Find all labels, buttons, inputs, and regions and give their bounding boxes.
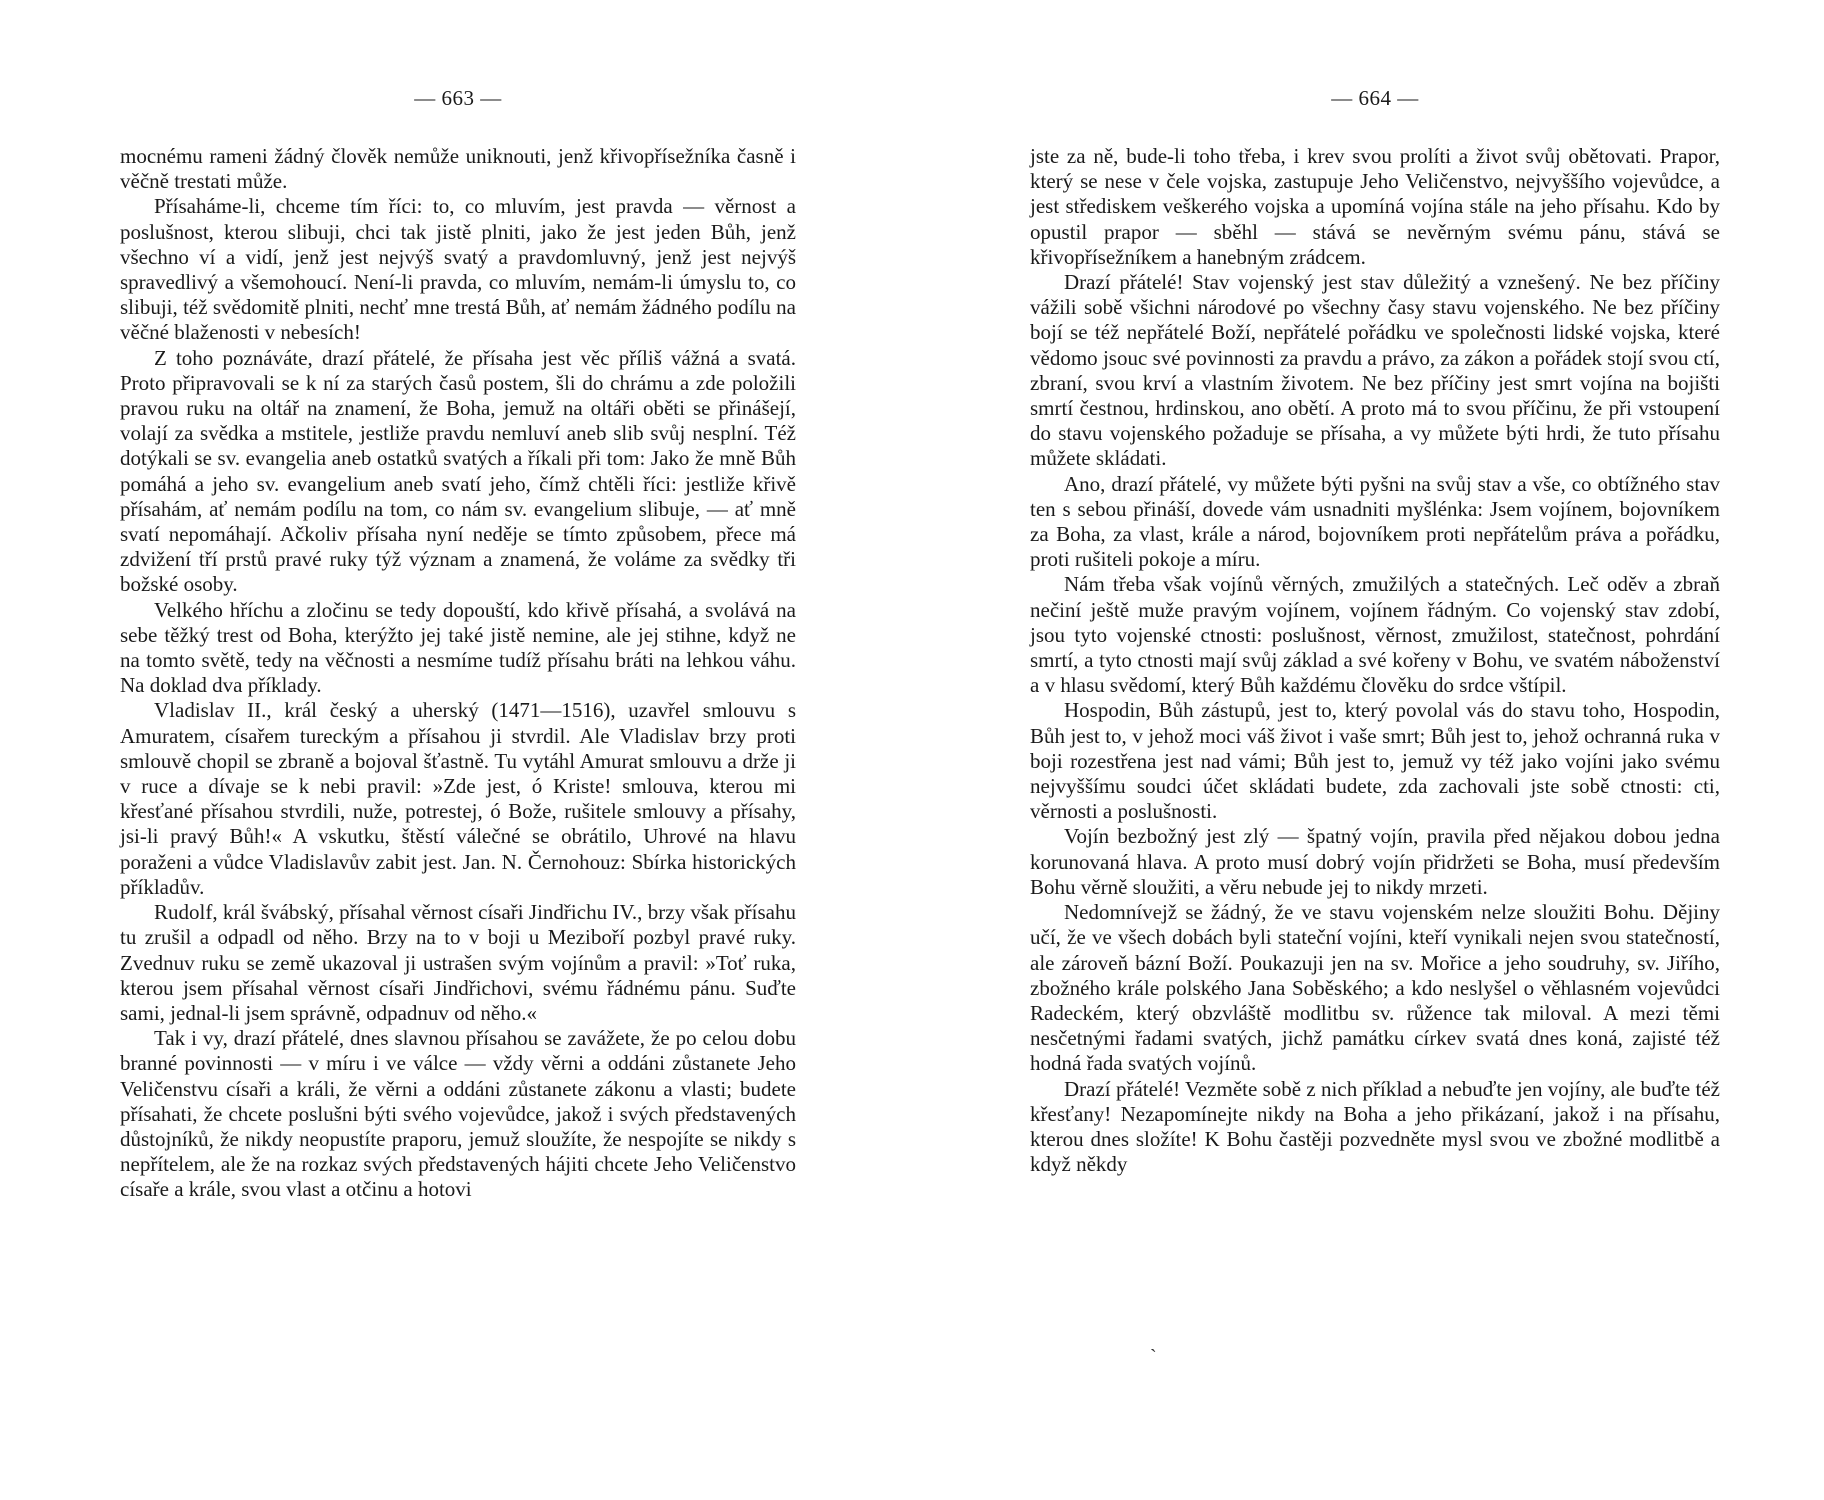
paragraph: Z toho poznáváte, drazí přátelé, že přísaha jest věc příliš vážná a svatá. Proto připravovali se k ní za starých časů postem, šli do chrámu a zde položili pravou ruku na oltář na znamení, že Boha, jemuž na oltáři oběti se přinášejí, volají za svědka a mstitele, jestliže pravdu nemluví aneb slib svůj nesplní. Též dotýkali se sv. evangelia aneb ostatků svatých a říkali při tom: Jako že mně Bůh pomáhá a jeho sv. evangelium aneb svatí jeho, čímž chtěli říci: jestliže křivě přísahám, ať nemám podílu na tom, co nám sv. evangelium slibuje, — ať mně svatí nepomáhají. Ačkoliv přísaha nyní neděje se tímto způsobem, přece má zdvižení tří prstů pravé ruky týž význam a znamená, že voláme za svědky tři božské osoby. xyxy=(120,345,796,597)
page-number-left: — 663 — xyxy=(414,86,502,110)
page-body-left xyxy=(120,144,796,1203)
right-page xyxy=(1030,0,1720,1500)
paragraph: Drazí přátelé! Stav vojenský jest stav důležitý a vznešený. Ne bez příčiny vážili sobě všichni národové po všechny časy stavu vojenského. Ne bez příčiny bojí se též nepřátelé Boží, nepřátelé pořádku ve společnosti lidské vojska, které vědomo jsouc své povinnosti za pravdu a právo, za zákon a pořádek stojí svou ctí, zbraní, svou krví a vlastním životem. Ne bez příčiny jest smrt vojína na bojišti smrtí čestnou, hrdinskou, ano obětí. A proto má to svou příčinu, že při vstoupení do stavu vojenského požaduje se přísaha, a vy můžete býti hrdi, že tuto přísahu můžete skládati. xyxy=(1030,270,1720,471)
paragraph: Velkého hříchu a zločinu se tedy dopouští, kdo křivě přísahá, a svolává na sebe těžký trest od Boha, kterýžto jej také jistě nemine, ale jej stihne, když ne na tomto světě, tedy na věčnosti a nesmíme tudíž přísahu bráti na lehkou váhu. Na doklad dva příklady. xyxy=(120,597,796,698)
stray-ink-mark: ` xyxy=(1150,1346,1157,1368)
paragraph: Tak i vy, drazí přátelé, dnes slavnou přísahou se zavážete, že po celou dobu branné povinnosti — v míru i ve válce — vždy věrni a oddáni zůstanete Jeho Veličenstvu císaři a králi, že věrni a oddáni zůstanete zákonu a vlasti; budete přísahati, že chcete poslušni býti svého vojevůdce, jakož i svých představených důstojníků, že nikdy neopustíte praporu, jemuž sloužíte, že nespojíte se nikdy s nepřítelem, ale že na rozkaz svých představených hájiti chcete Jeho Veličenstvo císaře a krále, svou vlast a otčinu a hotovi xyxy=(120,1026,796,1202)
paragraph: Vladislav II., král český a uherský (1471—1516), uzavřel smlouvu s Amuratem, císařem tureckým a přísahou ji stvrdil. Ale Vladislav brzy proti smlouvě chopil se zbraně a bojoval šťastně. Tu vytáhl Amurat smlouvu a drže ji v ruce a dívaje se k nebi pravil: »Zde jest, ó Kriste! smlouva, kterou mi křesťané přísahou stvrdili, nuže, potrestej, ó Bože, rušitele smlouvy a přísahy, jsi-li pravý Bůh!« A vskutku, štěstí válečné se obrátilo, Uhrové na hlavu poraženi a vůdce Vladislavův zabit jest. Jan. N. Černohouz: Sbírka historických příkladův. xyxy=(120,698,796,899)
paragraph: Nám třeba však vojínů věrných, zmužilých a statečných. Leč oděv a zbraň nečiní ještě muže pravým vojínem, vojínem řádným. Co vojenský stav zdobí, jsou tyto vojenské ctnosti: poslušnost, věrnost, zmužilost, statečnost, pohrdání smrtí, a tyto ctnosti mají svůj základ a své kořeny v Bohu, ve svatém náboženství a v hlasu svědomí, který Bůh každému člověku do srdce vštípil. xyxy=(1030,572,1720,698)
paragraph: Rudolf, král švábský, přísahal věrnost císaři Jindřichu IV., brzy však přísahu tu zrušil a odpadl od něho. Brzy na to v boji u Meziboří pozbyl pravé ruky. Zvednuv ruku se země ukazoval ji ustrašen svým vojínům a pravil: »Toť ruka, kterou jsem přísahal věrnost císaři Jindřichovi, svému řádnému pánu. Suďte sami, jednal-li jsem správně, odpadnuv od něho.« xyxy=(120,900,796,1025)
paragraph: Nedomnívejž se žádný, že ve stavu vojenském nelze sloužiti Bohu. Dějiny učí, že ve všech dobách byli stateční vojíni, kteří vynikali nejen svou statečností, ale zároveň bázní Boží. Poukazuji jen na sv. Mořice a jeho soudruhy, sv. Jiřího, zbožného krále polského Jana Soběského; a kdo neslyšel o věhlasném vojevůdci Radeckém, který obzvláště modlitbu sv. růžence tak miloval. A mezi těmi nesčetnými řadami svatých, jichž památku církev svatá dnes koná, zajisté též hodná řada svatých vojínů. xyxy=(1030,900,1720,1076)
paragraph: jste za ně, bude-li toho třeba, i krev svou prolíti a život svůj obětovati. Prapor, který se nese v čele vojska, zastupuje Jeho Veličenstvo, nejvyššího vojevůdce, a jest střediskem veškerého vojska a upomíná vojína stále na jeho přísahu. Kdo by opustil prapor — sběhl — stává se nevěrným svému pánu, stává se křivopřísežníkem a hanebným zrádcem. xyxy=(1030,144,1720,269)
paragraph: Ano, drazí přátelé, vy můžete býti pyšni na svůj stav a vše, co obtížného stav ten s sebou přináší, dovede vám usnadniti myšlénka: Jsem vojínem, bojovníkem za Boha, za vlast, krále a národ, bojovníkem proti nepřátelům práva a pořádku, proti rušiteli pokoje a míru. xyxy=(1030,471,1720,572)
left-page xyxy=(120,0,796,1500)
page-number-right: — 664 — xyxy=(1331,86,1419,110)
paragraph: mocnému rameni žádný člověk nemůže uniknouti, jenž křivopřísežníka časně i věčně trestati může. xyxy=(120,144,796,194)
paragraph: Drazí přátelé! Vezměte sobě z nich příklad a nebuďte jen vojíny, ale buďte též křesťany! Nezapomínejte nikdy na Boha a jeho přikázaní, jakož i na přísahu, kterou dnes složíte! K Bohu častěji pozvedněte mysl svou ve zbožné modlitbě a když někdy xyxy=(1030,1076,1720,1177)
paragraph: Vojín bezbožný jest zlý — špatný vojín, pravila před nějakou dobou jedna korunovaná hlava. A proto musí dobrý vojín přidržeti se Boha, musí především Bohu věrně sloužiti, a věru nebude jej to nikdy mrzeti. xyxy=(1030,824,1720,899)
paragraph: Hospodin, Bůh zástupů, jest to, který povolal vás do stavu toho, Hospodin, Bůh jest to, v jehož moci váš život i vaše smrt; Bůh jest to, jehož ochranná ruka v boji rozestřena jest nad vámi; Bůh jest to, jemuž vy též jako vojíni jako svému nejvyššímu soudci účet skládati budete, zda zachovali jste sobě ctnosti: cti, věrnosti a poslušnosti. xyxy=(1030,698,1720,824)
page-body-right xyxy=(1030,144,1720,1177)
paragraph: Přísaháme-li, chceme tím říci: to, co mluvím, jest pravda — věrnost a poslušnost, kterou slibuji, chci tak jistě plniti, jako že jest jeden Bůh, jenž všechno ví a vidí, jenž jest nejvýš svatý a pravdomluvný, jenž jest nejvýš spravedlivý a všemohoucí. Není-li pravda, co mluvím, nemám-li úmyslu to, co slibuji, též svědomitě plniti, nechť mne trestá Bůh, ať nemám žádného podílu na věčné blaženosti v nebesích! xyxy=(120,194,796,345)
